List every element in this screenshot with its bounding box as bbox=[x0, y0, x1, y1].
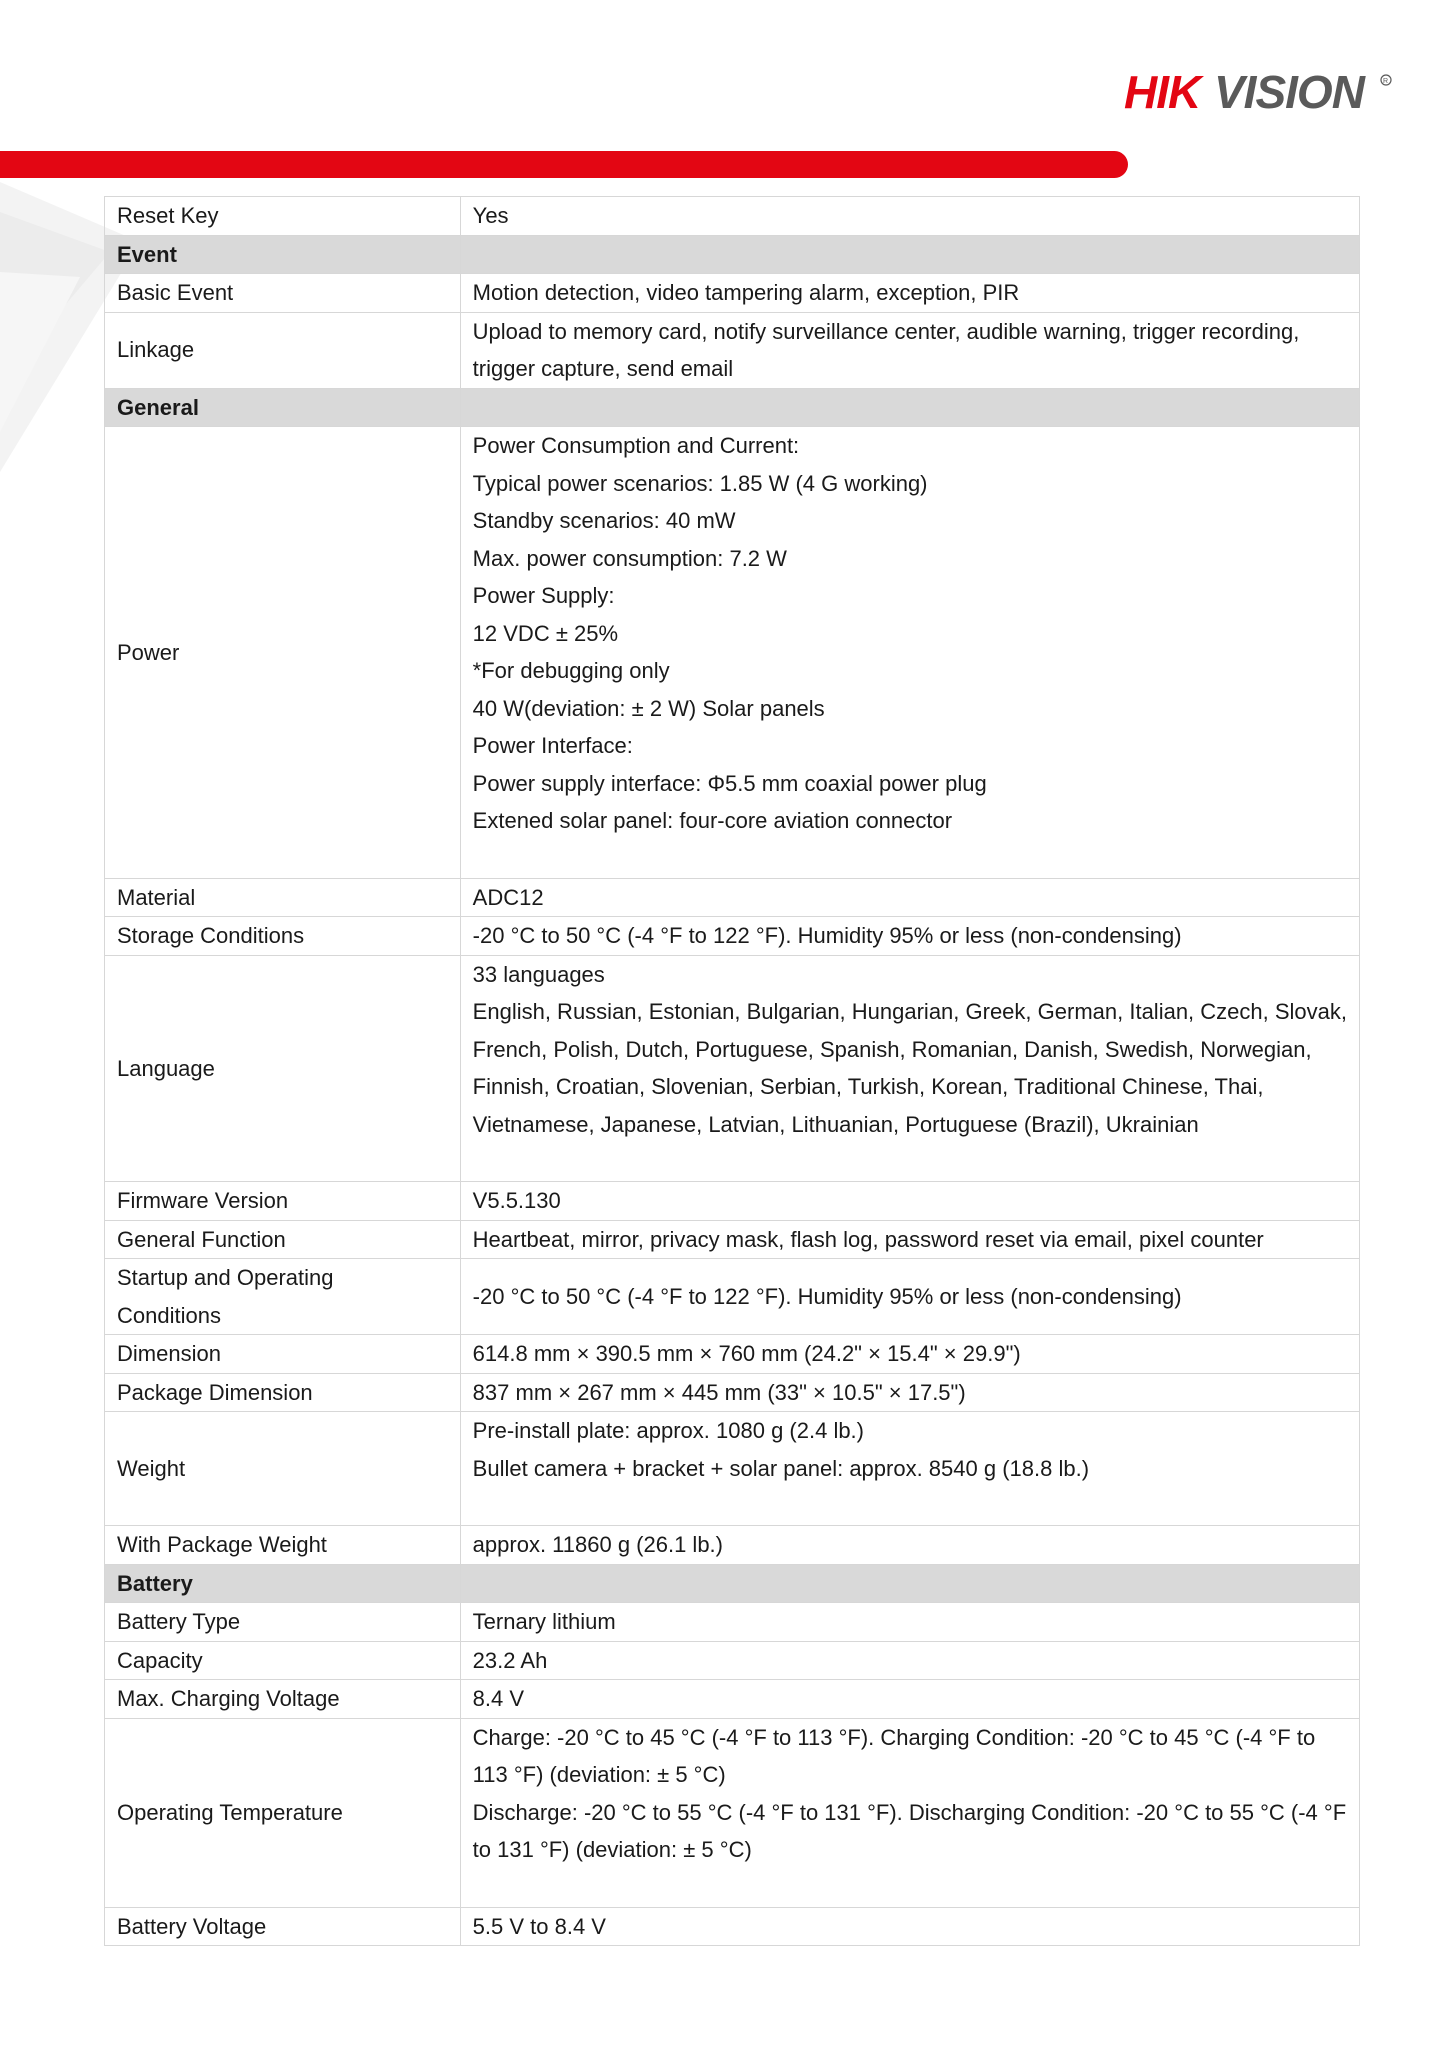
spec-value-line: V5.5.130 bbox=[472, 1188, 561, 1213]
section-header-row bbox=[105, 235, 1360, 274]
spec-value-line: 614.8 mm × 390.5 mm × 760 mm (24.2" × 15.4" × 29.9") bbox=[472, 1341, 1021, 1366]
spec-value bbox=[460, 1641, 1359, 1680]
spec-value bbox=[460, 1182, 1359, 1221]
spec-value bbox=[460, 878, 1359, 917]
spec-label: Language bbox=[105, 955, 461, 1182]
spec-value-line: Finnish, Croatian, Slovenian, Serbian, Turkish, Korean, Traditional Chinese, Thai, bbox=[472, 1074, 1264, 1099]
section-title: Event bbox=[105, 235, 461, 274]
spec-value-line: trigger capture, send email bbox=[472, 356, 734, 381]
spec-value bbox=[460, 1526, 1359, 1565]
spec-label: Weight bbox=[105, 1412, 461, 1526]
spec-row bbox=[105, 1680, 1360, 1719]
spec-value-line: Vietnamese, Japanese, Latvian, Lithuanian, Portuguese (Brazil), Ukrainian bbox=[472, 1111, 1199, 1137]
spec-value-line: Power Consumption and Current: bbox=[472, 433, 800, 458]
spec-value-line: Heartbeat, mirror, privacy mask, flash log, password reset via email, pixel counter bbox=[472, 1226, 1264, 1252]
spec-value-line: Charge: -20 °C to 45 °C (-4 °F to 113 °F). Charging Condition: -20 °C to 45 °C (-4 °F to bbox=[472, 1724, 1316, 1750]
spec-value-line: 23.2 Ah bbox=[472, 1647, 548, 1673]
spec-label: With Package Weight bbox=[105, 1526, 461, 1565]
spec-label: Linkage bbox=[105, 312, 461, 388]
section-header-row bbox=[105, 1564, 1360, 1603]
spec-value-line: Upload to memory card, notify surveillance center, audible warning, trigger recording, bbox=[472, 318, 1300, 344]
spec-value-line: Power Supply: bbox=[472, 583, 615, 608]
spec-value bbox=[460, 1603, 1359, 1642]
spec-row bbox=[105, 1603, 1360, 1642]
section-filler-cell bbox=[460, 235, 1359, 274]
spec-value bbox=[460, 274, 1359, 313]
spec-value-line: 113 °F) (deviation: ± 5 °C) bbox=[472, 1762, 726, 1787]
spec-value bbox=[460, 955, 1359, 1182]
spec-value-line: English, Russian, Estonian, Bulgarian, Hungarian, Greek, German, Italian, Czech, Slovak, bbox=[472, 999, 1347, 1024]
section-title: General bbox=[105, 388, 461, 427]
spec-label: Storage Conditions bbox=[105, 917, 461, 956]
hikvision-logo bbox=[1124, 64, 1394, 118]
spec-value-line: 8.4 V bbox=[472, 1686, 525, 1711]
spec-row bbox=[105, 1182, 1360, 1221]
spec-value bbox=[460, 1718, 1359, 1907]
section-header-row bbox=[105, 388, 1360, 427]
spec-label: Capacity bbox=[105, 1641, 461, 1680]
spec-label: Dimension bbox=[105, 1335, 461, 1374]
spec-value-line: 12 VDC ± 25% bbox=[472, 620, 619, 646]
spec-value-line: Discharge: -20 °C to 55 °C (-4 °F to 131 °F). Discharging Condition: -20 °C to 55 °C (-4 °F bbox=[472, 1799, 1347, 1825]
spec-label: Basic Event bbox=[105, 274, 461, 313]
spec-value-line: Yes bbox=[472, 203, 509, 228]
spec-row bbox=[105, 1526, 1360, 1565]
spec-row bbox=[105, 1259, 1360, 1335]
spec-row bbox=[105, 312, 1360, 388]
section-filler-cell bbox=[460, 1564, 1359, 1603]
spec-label: Material bbox=[105, 878, 461, 917]
spec-value bbox=[460, 1680, 1359, 1719]
spec-value-line: 40 W(deviation: ± 2 W) Solar panels bbox=[472, 695, 825, 721]
section-filler-cell bbox=[460, 388, 1359, 427]
spec-label: Package Dimension bbox=[105, 1373, 461, 1412]
spec-row bbox=[105, 1412, 1360, 1526]
spec-value-line: 33 languages bbox=[472, 961, 605, 987]
spec-value bbox=[460, 1335, 1359, 1374]
spec-value-line: 837 mm × 267 mm × 445 mm (33" × 10.5" × 17.5") bbox=[472, 1379, 966, 1405]
spec-value-line: Standby scenarios: 40 mW bbox=[472, 508, 736, 533]
spec-value-line: -20 °C to 50 °C (-4 °F to 122 °F). Humidity 95% or less (non-condensing) bbox=[472, 923, 1182, 948]
spec-label: General Function bbox=[105, 1220, 461, 1259]
spec-label-line: Startup and Operating bbox=[117, 1265, 334, 1290]
spec-value-line: Bullet camera + bracket + solar panel: approx. 8540 g (18.8 lb.) bbox=[472, 1455, 1090, 1481]
spec-value-line: Motion detection, video tampering alarm, exception, PIR bbox=[472, 280, 1020, 305]
spec-value-line: approx. 11860 g (26.1 lb.) bbox=[472, 1532, 723, 1557]
spec-value-line: Power Interface: bbox=[472, 733, 633, 758]
spec-row bbox=[105, 917, 1360, 956]
section-title: Battery bbox=[105, 1564, 461, 1603]
spec-table-body bbox=[105, 197, 1360, 1946]
spec-row bbox=[105, 1907, 1360, 1946]
spec-label: Max. Charging Voltage bbox=[105, 1680, 461, 1719]
spec-label: Operating Temperature bbox=[105, 1718, 461, 1907]
spec-value bbox=[460, 427, 1359, 879]
spec-label: Firmware Version bbox=[105, 1182, 461, 1221]
spec-row bbox=[105, 197, 1360, 236]
spec-row bbox=[105, 1373, 1360, 1412]
spec-value bbox=[460, 1373, 1359, 1412]
blank-line bbox=[473, 1487, 1347, 1525]
spec-row bbox=[105, 955, 1360, 1182]
spec-label: Battery Type bbox=[105, 1603, 461, 1642]
spec-value-line: to 131 °F) (deviation: ± 5 °C) bbox=[472, 1837, 752, 1862]
spec-value bbox=[460, 1907, 1359, 1946]
spec-table bbox=[104, 196, 1360, 1946]
svg-text:R: R bbox=[1383, 78, 1389, 85]
spec-value-line: *For debugging only bbox=[472, 658, 670, 683]
spec-value bbox=[460, 312, 1359, 388]
spec-value-line: -20 °C to 50 °C (-4 °F to 122 °F). Humidity 95% or less (non-condensing) bbox=[472, 1283, 1182, 1309]
spec-value-line: ADC12 bbox=[472, 884, 544, 910]
spec-row bbox=[105, 274, 1360, 313]
spec-label: Reset Key bbox=[105, 197, 461, 236]
header-red-bar bbox=[0, 151, 1128, 178]
spec-value-line: Power supply interface: Φ5.5 mm coaxial power plug bbox=[472, 770, 987, 796]
spec-value bbox=[460, 197, 1359, 236]
blank-line bbox=[473, 1869, 1347, 1907]
spec-label: Power bbox=[105, 427, 461, 879]
spec-value-line: Pre-install plate: approx. 1080 g (2.4 lb.) bbox=[472, 1418, 864, 1443]
blank-line bbox=[473, 1143, 1347, 1181]
blank-line bbox=[473, 840, 1347, 878]
spec-value-line: Typical power scenarios: 1.85 W (4 G working) bbox=[472, 470, 928, 496]
spec-row bbox=[105, 1641, 1360, 1680]
spec-value-line: Max. power consumption: 7.2 W bbox=[472, 545, 787, 571]
spec-value-line: Ternary lithium bbox=[472, 1609, 616, 1634]
spec-label-line: Conditions bbox=[117, 1302, 221, 1328]
spec-row bbox=[105, 878, 1360, 917]
spec-label: Battery Voltage bbox=[105, 1907, 461, 1946]
spec-value-line: French, Polish, Dutch, Portuguese, Spanish, Romanian, Danish, Swedish, Norwegian, bbox=[472, 1036, 1312, 1062]
spec-row bbox=[105, 1220, 1360, 1259]
spec-value bbox=[460, 1259, 1359, 1335]
svg-text:HIK: HIK bbox=[1124, 66, 1201, 118]
spec-value-line: Extened solar panel: four-core aviation connector bbox=[472, 808, 953, 833]
spec-value-line: 5.5 V to 8.4 V bbox=[472, 1913, 606, 1939]
spec-value bbox=[460, 1220, 1359, 1259]
svg-text:VISION: VISION bbox=[1214, 66, 1364, 118]
spec-row bbox=[105, 427, 1360, 879]
spec-label bbox=[105, 1259, 461, 1335]
spec-row bbox=[105, 1718, 1360, 1907]
spec-row bbox=[105, 1335, 1360, 1374]
spec-value bbox=[460, 917, 1359, 956]
spec-value bbox=[460, 1412, 1359, 1526]
